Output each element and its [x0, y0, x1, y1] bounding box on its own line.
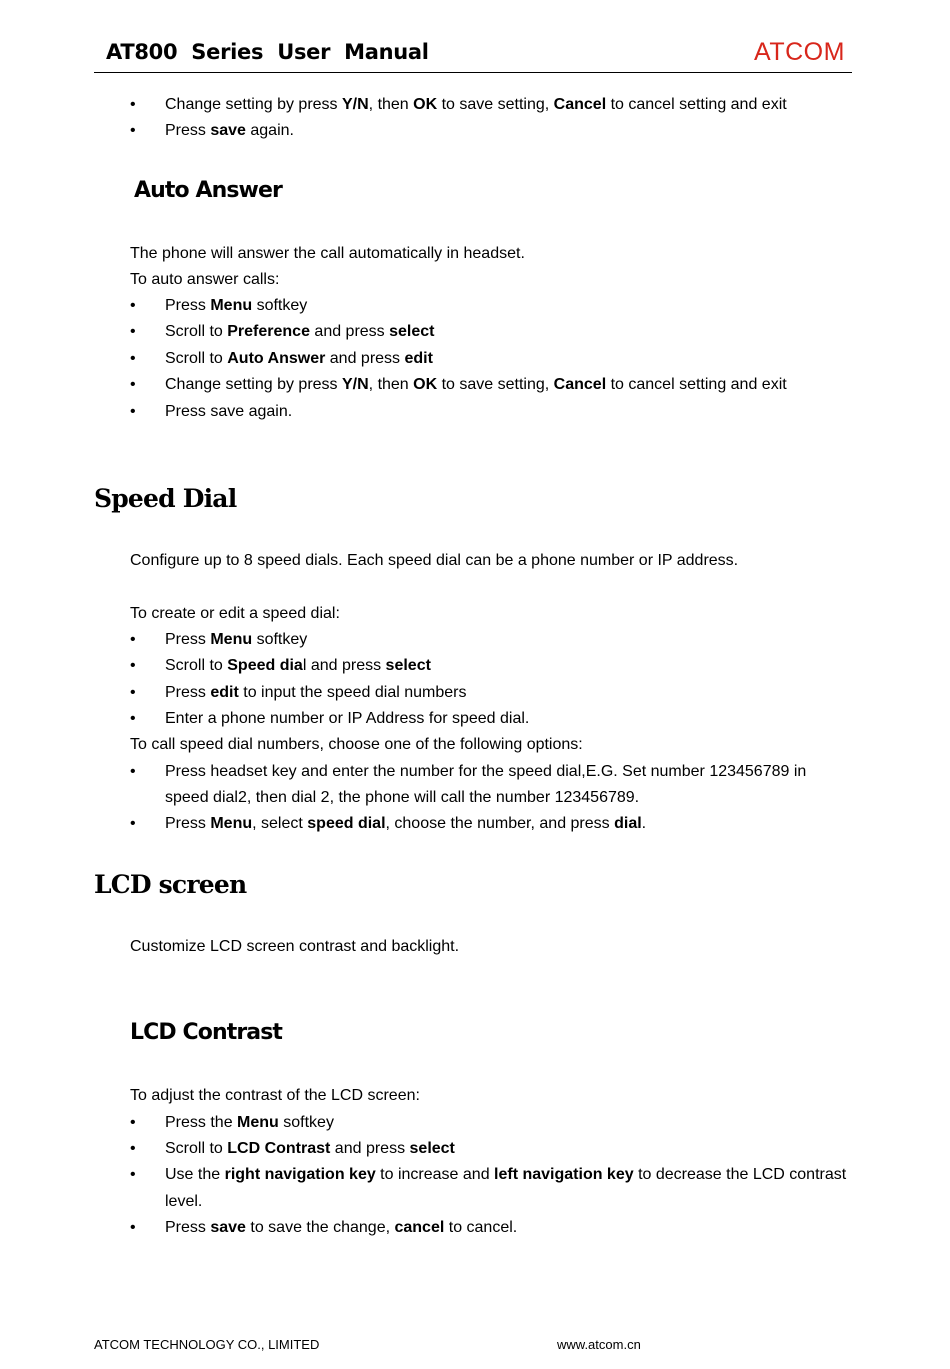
list-item-text: Change setting by press Y/N, then OK to save setting, Cancel to cancel setting and exit [165, 96, 787, 113]
emphasis-term: Menu [210, 297, 253, 314]
paragraph: To auto answer calls: [130, 271, 280, 288]
bullet-icon: • [130, 297, 136, 314]
emphasis-term: select [389, 323, 435, 340]
list-item-text: Scroll to LCD Contrast and press select [165, 1140, 455, 1157]
list-item-text: Press the Menu softkey [165, 1114, 334, 1131]
atcom-logo: ATCOM [754, 38, 845, 66]
emphasis-term: Preference [227, 323, 310, 340]
bullet-icon: • [130, 323, 136, 340]
emphasis-term: Speed dia [227, 657, 303, 674]
emphasis-term: Menu [210, 815, 253, 832]
bullet-icon: • [130, 657, 136, 674]
bullet-icon: • [130, 1219, 136, 1236]
emphasis-term: Menu [210, 631, 253, 648]
emphasis-term: LCD Contrast [227, 1140, 331, 1157]
emphasis-term: edit [210, 684, 239, 701]
paragraph: Customize LCD screen contrast and backlight. [130, 938, 460, 955]
list-item-text: Press Menu softkey [165, 631, 308, 648]
bullet-icon: • [130, 403, 136, 420]
list-item-text: Scroll to Auto Answer and press edit [165, 350, 433, 367]
manual-title: AT800 Series User Manual [106, 40, 429, 64]
section-heading-lcd-screen: LCD screen [94, 870, 247, 899]
bullet-icon: • [130, 1114, 136, 1131]
bullet-icon: • [130, 350, 136, 367]
list-item-text: Press save again. [165, 122, 294, 139]
emphasis-term: right navigation key [224, 1166, 376, 1183]
list-item-text: Press save again. [165, 403, 293, 420]
list-item-text: Change setting by press Y/N, then OK to save setting, Cancel to cancel setting and exit [165, 376, 787, 393]
paragraph: The phone will answer the call automatically in headset. [130, 245, 525, 262]
emphasis-term: Menu [237, 1114, 279, 1131]
list-item-text: Use the right navigation key to increase and left navigation key to decrease the LCD contrast [165, 1166, 847, 1183]
bullet-icon: • [130, 763, 136, 780]
emphasis-term: select [409, 1140, 455, 1157]
emphasis-term: left navigation key [494, 1166, 634, 1183]
footer-url: www.atcom.cn [557, 1337, 641, 1352]
list-item-text: Press save to save the change, cancel to cancel. [165, 1219, 518, 1236]
list-item-continuation: speed dial2, then dial 2, the phone will call the number 123456789. [165, 789, 640, 806]
emphasis-term: Cancel [553, 376, 607, 393]
emphasis-term: save [210, 1219, 246, 1236]
paragraph: Configure up to 8 speed dials. Each speed dial can be a phone number or IP address. [130, 552, 739, 569]
emphasis-term: Cancel [553, 96, 607, 113]
emphasis-term: dial [614, 815, 642, 832]
footer-company: ATCOM TECHNOLOGY CO., LIMITED [94, 1337, 320, 1352]
emphasis-term: cancel [394, 1219, 445, 1236]
emphasis-term: speed dial [307, 815, 386, 832]
emphasis-term: Y/N [342, 376, 369, 393]
list-item-text: Scroll to Speed dial and press select [165, 657, 431, 674]
paragraph: To create or edit a speed dial: [130, 605, 340, 622]
list-item-text: Press Menu, select speed dial, choose the number, and press dial. [165, 815, 647, 832]
bullet-icon: • [130, 684, 136, 701]
paragraph: To call speed dial numbers, choose one of the following options: [130, 736, 583, 753]
paragraph: To adjust the contrast of the LCD screen: [130, 1087, 420, 1104]
emphasis-term: edit [404, 350, 433, 367]
bullet-icon: • [130, 1140, 136, 1157]
section-heading-lcd-contrast: LCD Contrast [130, 1020, 283, 1045]
list-item-text: Enter a phone number or IP Address for speed dial. [165, 710, 530, 727]
list-item-continuation: level. [165, 1193, 203, 1210]
bullet-icon: • [130, 631, 136, 648]
emphasis-term: Y/N [342, 96, 369, 113]
emphasis-term: OK [413, 376, 438, 393]
header-divider [94, 72, 852, 73]
emphasis-term: OK [413, 96, 438, 113]
emphasis-term: select [385, 657, 431, 674]
bullet-icon: • [130, 710, 136, 727]
bullet-icon: • [130, 1166, 136, 1183]
bullet-icon: • [130, 96, 136, 113]
list-item-text: Scroll to Preference and press select [165, 323, 435, 340]
list-item-text: Press Menu softkey [165, 297, 308, 314]
list-item-text: Press headset key and enter the number for the speed dial,E.G. Set number 123456789 in [165, 763, 807, 780]
bullet-icon: • [130, 122, 136, 139]
emphasis-term: save [210, 122, 246, 139]
section-heading-speed-dial: Speed Dial [94, 484, 237, 513]
list-item-text: Press edit to input the speed dial numbers [165, 684, 467, 701]
emphasis-term: Auto Answer [227, 350, 326, 367]
section-heading-auto-answer: Auto Answer [134, 178, 282, 203]
bullet-icon: • [130, 815, 136, 832]
bullet-icon: • [130, 376, 136, 393]
